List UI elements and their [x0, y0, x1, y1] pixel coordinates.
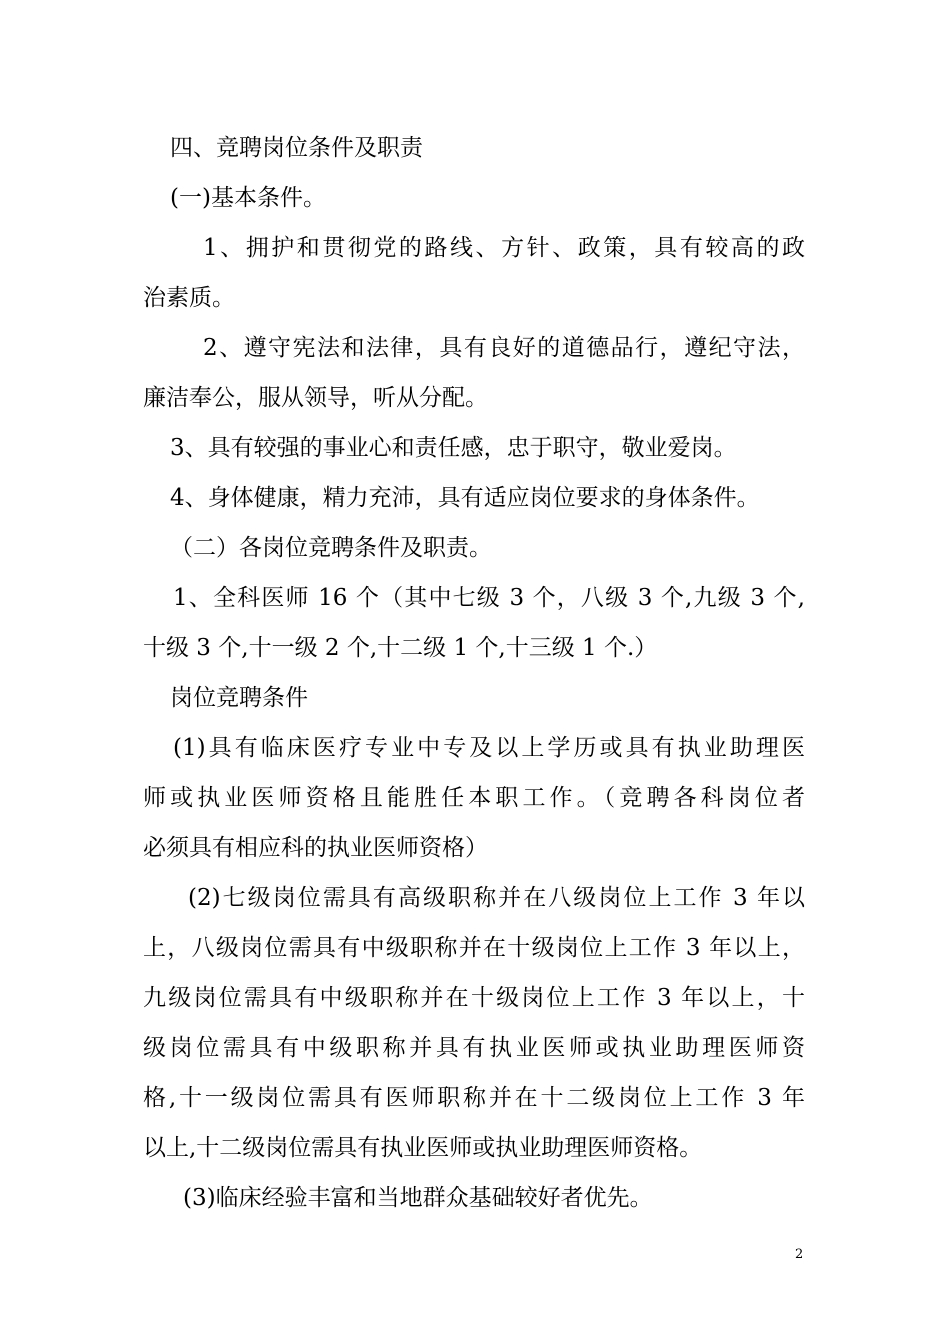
subheading: 岗位竞聘条件 [170, 685, 308, 711]
paragraph-line: 以上,十二级岗位需具有执业医师或执业助理医师资格。 [143, 1135, 703, 1161]
paragraph-line: (3)临床经验丰富和当地群众基础较好者优先。 [183, 1185, 653, 1211]
paragraph-line: 必须具有相应科的执业医师资格） [143, 835, 488, 861]
section-heading: 四、竞聘岗位条件及职责 [170, 135, 423, 161]
subsection-heading: (一)基本条件。 [170, 185, 326, 211]
paragraph-line: 治素质。 [143, 285, 235, 311]
paragraph-line: 2、遵守宪法和法律，具有良好的道德品行，遵纪守法， [203, 335, 805, 361]
subsection-heading: （二）各岗位竞聘条件及职责。 [170, 535, 492, 561]
paragraph-line: 师或执业医师资格且能胜任本职工作。（竞聘各科岗位者 [143, 785, 805, 811]
page-number: 2 [795, 1247, 804, 1262]
paragraph-line: 格,十一级岗位需具有医师职称并在十二级岗位上工作 3 年 [143, 1085, 805, 1111]
paragraph-line: 十级 3 个,十一级 2 个,十二级 1 个,十三级 1 个.） [143, 635, 658, 661]
paragraph-line: 3、具有较强的事业心和责任感，忠于职守，敬业爱岗。 [170, 435, 737, 461]
paragraph-line: 1、全科医师 16 个（其中七级 3 个，八级 3 个,九级 3 个, [173, 585, 805, 611]
paragraph-line: 九级岗位需具有中级职称并在十级岗位上工作 3 年以上，十 [143, 985, 805, 1011]
paragraph-line: 4、身体健康，精力充沛，具有适应岗位要求的身体条件。 [170, 485, 760, 511]
paragraph-line: 廉洁奉公，服从领导，听从分配。 [143, 385, 488, 411]
paragraph-line: 级岗位需具有中级职称并具有执业医师或执业助理医师资 [143, 1035, 805, 1061]
paragraph-line: (2)七级岗位需具有高级职称并在八级岗位上工作 3 年以 [188, 885, 805, 911]
paragraph-line: 1、拥护和贯彻党的路线、方针、政策，具有较高的政 [203, 235, 805, 261]
paragraph-line: (1)具有临床医疗专业中专及以上学历或具有执业助理医 [173, 735, 805, 761]
paragraph-line: 上，八级岗位需具有中级职称并在十级岗位上工作 3 年以上， [143, 935, 805, 961]
